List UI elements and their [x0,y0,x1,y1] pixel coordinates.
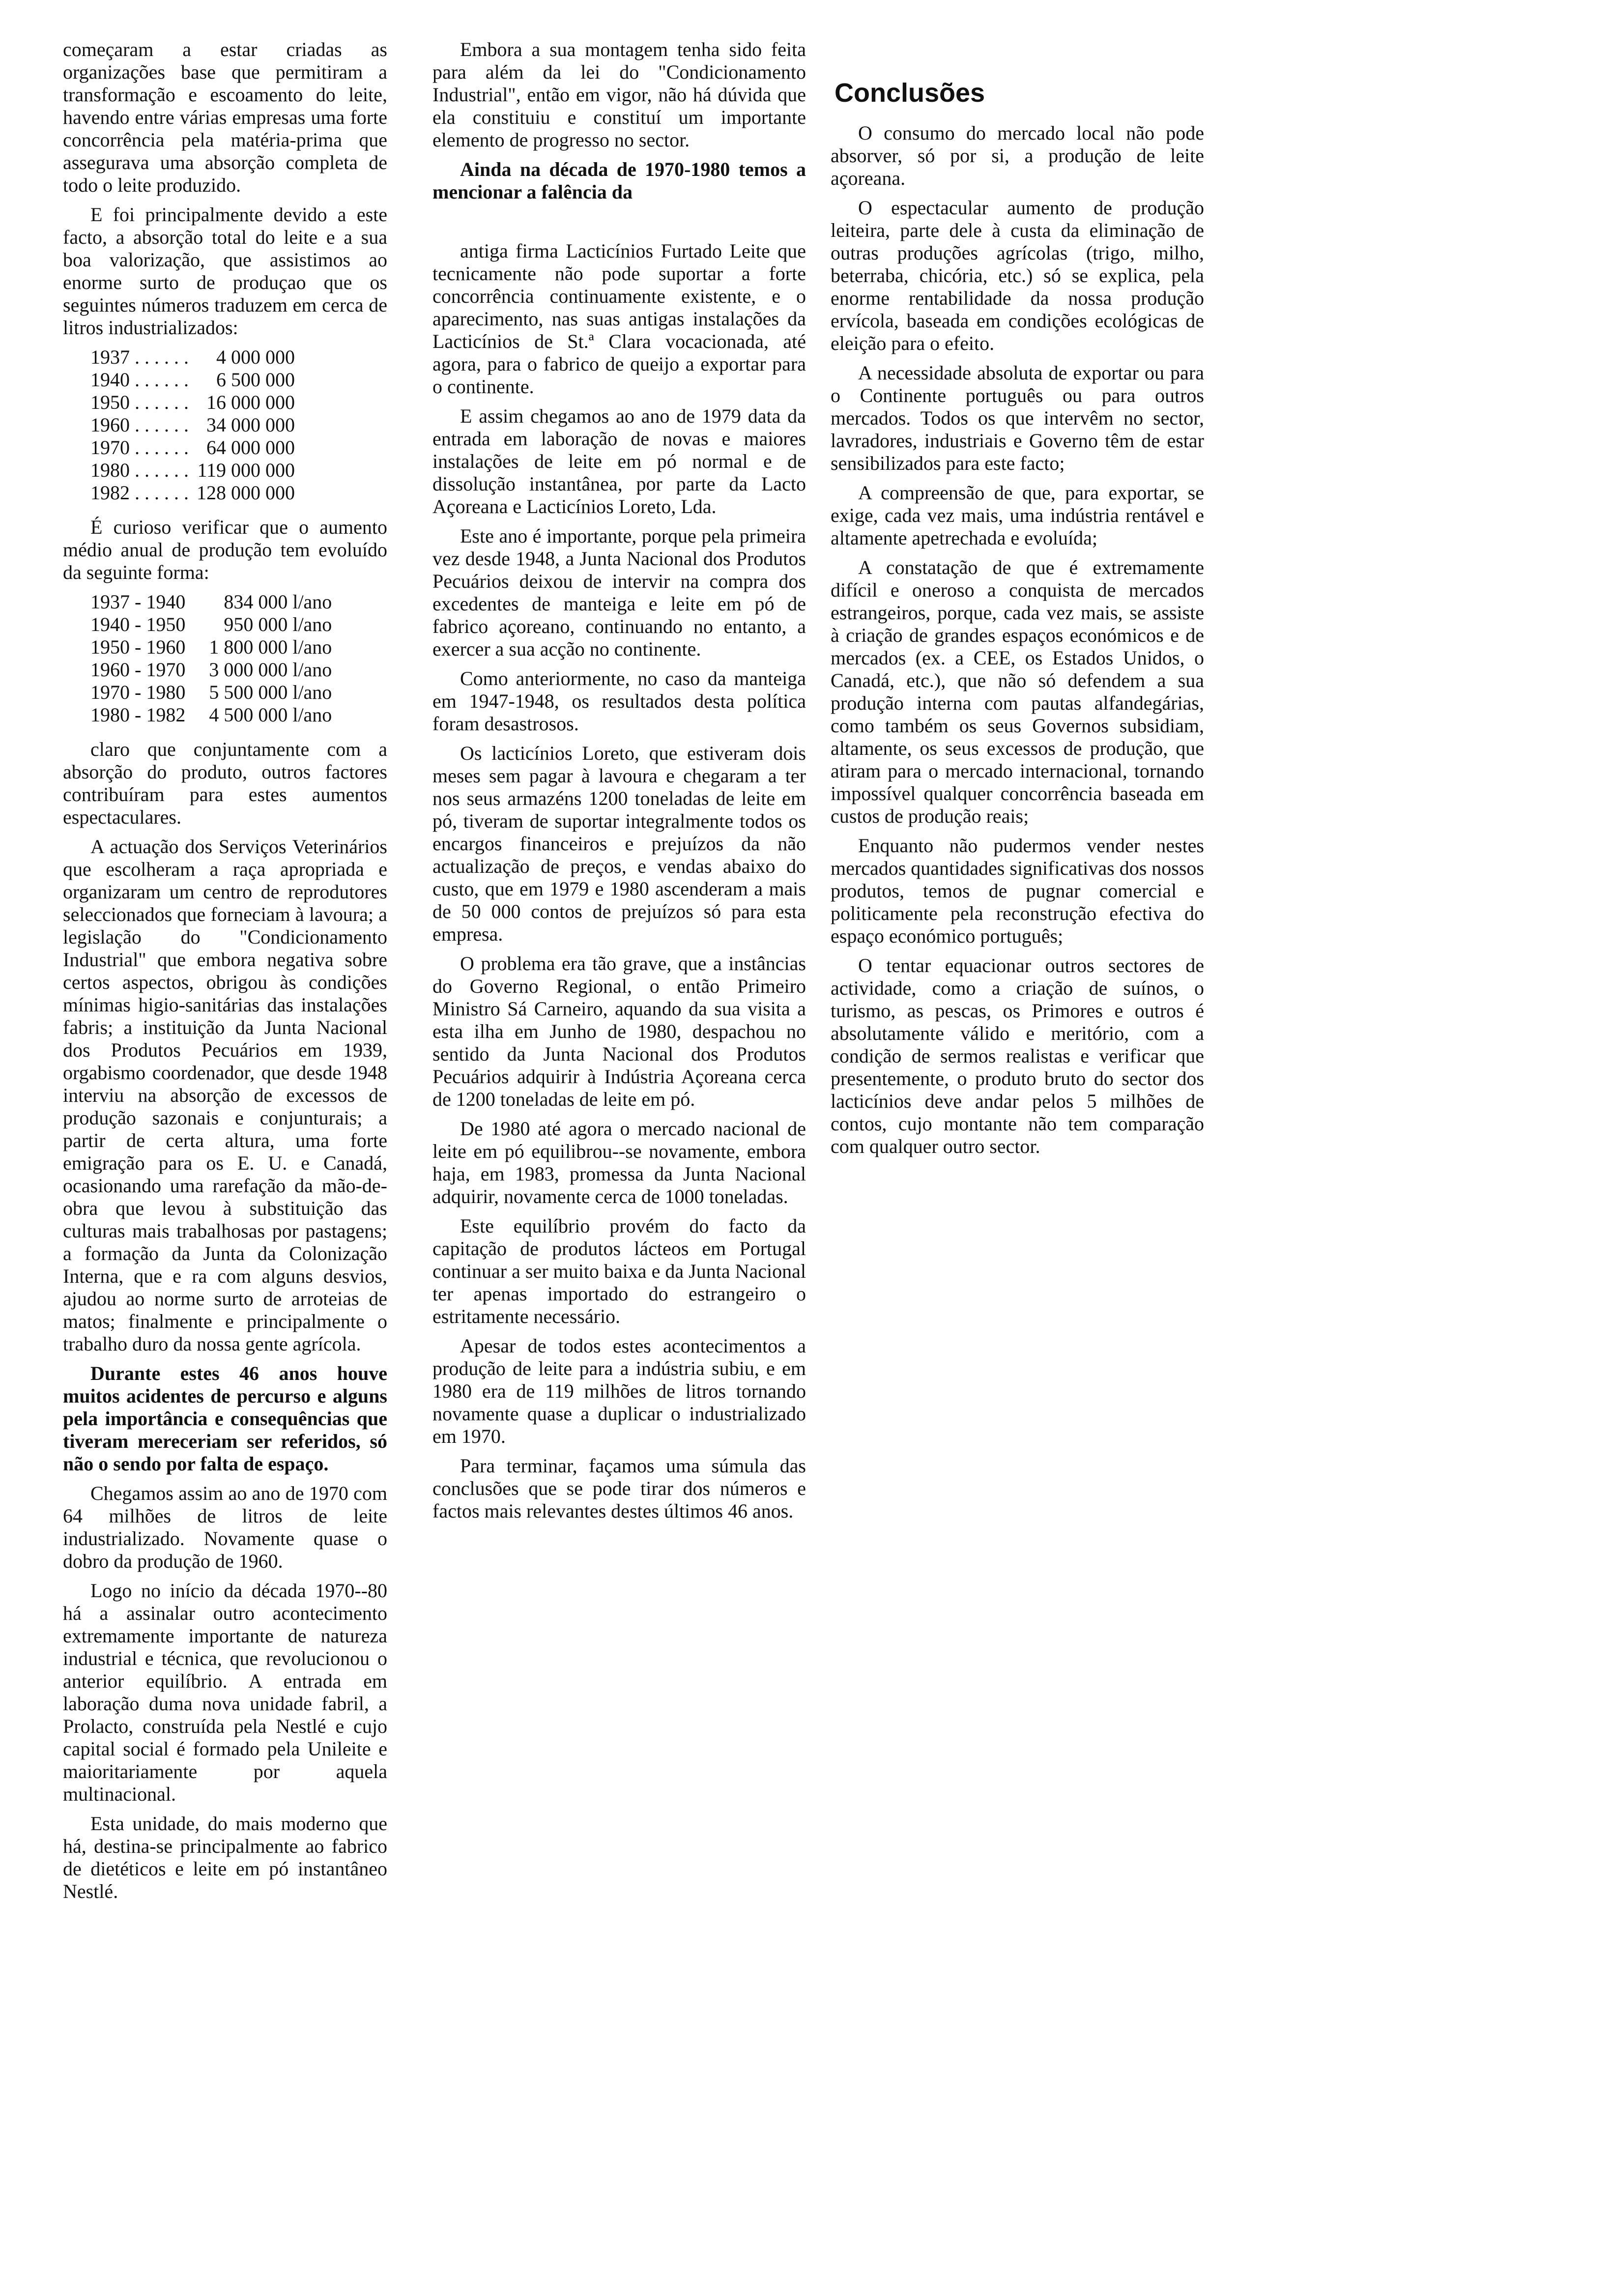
table-row: 1980 . . . . . . 119 000 000 [90,459,295,481]
paragraph: O espectacular aumento de produção leiteira, parte dele à custa da eliminação de outras produções agrícolas (trigo, milho, beterraba, chicória, etc.) só se explica, pela enorme rentabilidade da nossa produção ervícola, baseada em condições ecológicas de eleição para o efeito. [831,197,1204,354]
paragraph: antiga firma Lacticínios Furtado Leite que tecnicamente não pode suportar a forte concorrência continuamente existente, e o aparecimento, nas suas antigas instalações da Lacticínios de St.ª Clara vocacionada, até agora, para o fabrico de queijo a exportar para o continente. [432,240,806,398]
table-row: 1970 . . . . . . 64 000 000 [90,436,295,459]
paragraph: É curioso verificar que o aumento médio anual de produção tem evoluído da seguinte forma: [63,516,387,583]
column-1 [63,38,387,1910]
paragraph: Logo no início da década 1970--80 há a assinalar outro acontecimento extremamente importante de natureza industrial e técnica, que revolucionou o anterior equilíbrio. A entrada em laboração duma nova unidade fabril, a Prolacto, construída pela Nestlé e cujo capital social é formado pela Unileite e maioritariamente por aquela multinacional. [63,1579,387,1805]
paragraph: Durante estes 46 anos houve muitos acidentes de percurso e alguns pela importância e consequências que tiveram mereceriam ser referidos, só não o sendo por falta de espaço. [63,1362,387,1475]
growth-table [86,591,336,726]
table-row: 1982 . . . . . . 128 000 000 [90,482,295,504]
paragraph: E foi principalmente devido a este facto, a absorção total do leite e a sua boa valorização, que assistimos ao enorme surto de produçao que os seguintes números traduzem em cerca de litros industrializados: [63,203,387,339]
paragraph: Os lacticínios Loreto, que estiveram dois meses sem pagar à lavoura e chegaram a ter nos seus armazéns 1200 toneladas de leite em pó, tiveram de suportar integralmente todos os encargos financeiros e prejuízos da não actualização de preços, e vendas abaixo do custo, que em 1979 e 1980 ascenderam a mais de 50 000 contos de prejuízos só para esta empresa. [432,742,806,945]
paragraph: O problema era tão grave, que a instâncias do Governo Regional, o então Primeiro Ministro Sá Carneiro, aquando da sua visita a esta ilha em Junho de 1980, despachou no sentido da Junta Nacional dos Produtos Pecuários adquirir à Indústria Açoreana cerca de 1200 toneladas de leite em pó. [432,952,806,1110]
paragraph: E assim chegamos ao ano de 1979 data da entrada em laboração de novas e maiores instalações de leite em pó normal e de dissolução instantânea, por parte da Lacto Açoreana e Lacticínios Loreto, Lda. [432,405,806,517]
table-row: 1940 . . . . . . 6 500 000 [90,369,295,391]
column-2 [432,38,806,1529]
paragraph: Este ano é importante, porque pela primeira vez desde 1948, a Junta Nacional dos Produtos Pecuários deixou de intervir na compra dos excedentes de manteiga e leite em pó de fabrico açoreano, continuando no entanto, a exercer a sua acção no continente. [432,525,806,660]
table-row: 1950 . . . . . . 16 000 000 [90,391,295,413]
table-row: 1960 - 1970 3 000 000 l/ano [90,659,332,681]
table-row: 1937 - 1940 834 000 l/ano [90,591,332,613]
paragraph: O tentar equacionar outros sectores de actividade, como a criação de suínos, o turismo, as pescas, os Primores e outros é absolutamente válido e meritório, com a condição de sermos realistas e verificar que presentemente, o produto bruto do sector dos lacticínios deve andar pelos 5 milhões de contos, cujo montante não tem comparação com qualquer outro sector. [831,954,1204,1157]
paragraph: O consumo do mercado local não pode absorver, só por si, a produção de leite açoreana. [831,122,1204,189]
paragraph: Como anteriormente, no caso da manteiga em 1947-1948, os resultados desta política foram desastrosos. [432,667,806,735]
paragraph: Apesar de todos estes acontecimentos a produção de leite para a indústria subiu, e em 1980 era de 119 milhões de litros tornando novamente quase a duplicar o industrializado em 1970. [432,1335,806,1447]
table-row: 1970 - 1980 5 500 000 l/ano [90,681,332,703]
table-row: 1980 - 1982 4 500 000 l/ano [90,704,332,726]
production-table [86,346,299,504]
paragraph: A necessidade absoluta de exportar ou para o Continente português ou para outros mercados. Todos os que intervêm no sector, lavradores, industriais e Governo têm de estar sensibilizados para este facto; [831,362,1204,474]
paragraph: Para terminar, façamos uma súmula das conclusões que se pode tirar dos números e factos mais relevantes destes últimos 46 anos. [432,1455,806,1522]
table-row: 1940 - 1950 950 000 l/ano [90,613,332,635]
paragraph: A constatação de que é extremamente difícil e oneroso a conquista de mercados estrangeiros, porque, cada vez mais, se assiste à criação de grandes espaços económicos e de mercados (ex. a CEE, os Estados Unidos, o Canadá, etc.), que não só defendem a sua produção interna com pautas alfandegárias, como também os seus Governos subsidiam, altamente, os seus excessos de produção, que atiram para o mercado internacional, tornando impossível qualquer concorrência baseada em custos de produção reais; [831,556,1204,827]
paragraph: Esta unidade, do mais moderno que há, destina-se principalmente ao fabrico de dietéticos e leite em pó instantâneo Nestlé. [63,1812,387,1902]
column-3 [831,38,1204,1165]
paragraph: De 1980 até agora o mercado nacional de leite em pó equilibrou--se novamente, embora haja, em 1983, promessa da Junta Nacional adquirir, novamente cerca de 1000 toneladas. [432,1118,806,1207]
paragraph: Ainda na década de 1970-1980 temos a mencionar a falência da [432,158,806,203]
paragraph: claro que conjuntamente com a absorção do produto, outros factores contribuíram para estes aumentos espectaculares. [63,738,387,828]
paragraph: A compreensão de que, para exportar, se exige, cada vez mais, uma indústria rentável e altamente apetrechada e evoluída; [831,482,1204,549]
table-row: 1950 - 1960 1 800 000 l/ano [90,636,332,658]
paragraph: Enquanto não pudermos vender nestes mercados quantidades significativas dos nossos produtos, temos de pugnar comercial e politicamente pela reconstrução efectiva do espaço económico português; [831,834,1204,947]
paragraph: Chegamos assim ao ano de 1970 com 64 milhões de litros de leite industrializado. Novamente quase o dobro da produção de 1960. [63,1482,387,1572]
paragraph: A actuação dos Serviços Veterinários que escolheram a raça apropriada e organizaram um centro de reprodutores seleccionados que forneciam à lavoura; a legislação do "Condicionamento Industrial" que embora negativa sobre certos aspectos, obrigou às condições mínimas higio-sanitárias das instalações fabris; a instituição da Junta Nacional dos Produtos Pecuários em 1939, orgabismo coordenador, que desde 1948 interviu na absorção de excessos de produção sazonais e conjunturais; a partir de certa altura, uma forte emigração para os E. U. e Canadá, ocasionando uma rarefação da mão-de-obra que levou à substituição das culturas mais trabalhosas por pastagens; a formação da Junta da Colonização Interna, que e ra com alguns desvios, ajudou ao norme surto de arroteias de matos; finalmente e principalmente o trabalho duro da nossa gente agrícola. [63,835,387,1355]
section-heading: Conclusões [835,78,985,108]
paragraph: Embora a sua montagem tenha sido feita para além da lei do "Condicionamento Industrial", então em vigor, não há dúvida que ela constituiu e constituí um importante elemento de progresso no sector. [432,38,806,151]
table-row: 1937 . . . . . . 4 000 000 [90,346,295,368]
paragraph: começaram a estar criadas as organizações base que permitiram a transformação e escoamento do leite, havendo entre várias empresas uma forte concorrência pela matéria-prima que assegurava uma absorção completa de todo o leite produzido. [63,38,387,196]
paragraph: Este equilíbrio provém do facto da capitação de produtos lácteos em Portugal continuar a ser muito baixa e da Junta Nacional ter apenas importado do estrangeiro o estritamente necessário. [432,1215,806,1327]
table-row: 1960 . . . . . . 34 000 000 [90,414,295,436]
